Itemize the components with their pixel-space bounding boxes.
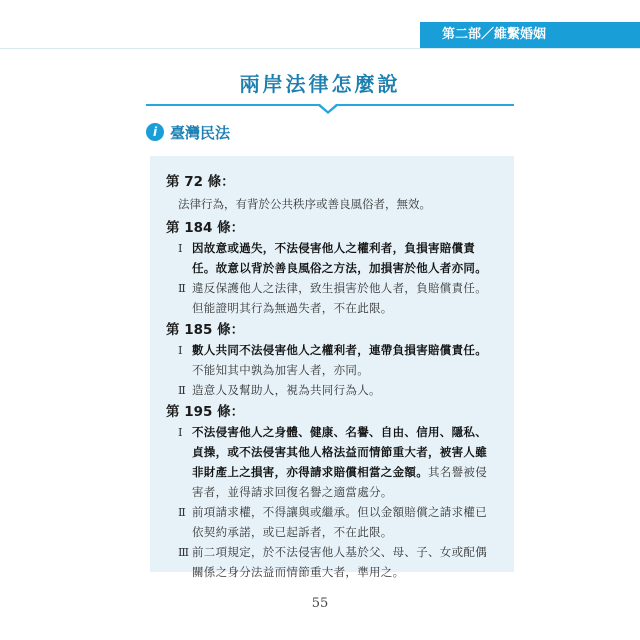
clause-text: 其名譽被侵害者，並得請求回復名譽之適當處分。 bbox=[192, 465, 487, 499]
header-divider bbox=[0, 48, 640, 49]
clause-number: Ⅱ bbox=[178, 281, 186, 295]
clause-bold-text: 不法侵害他人之身體、健康、名譽、自由、信用、隱私、貞操，或不法侵害其他人格法益而情節重大者，被害人雖非財產上之損害，亦得請求賠償相當之金額。 bbox=[192, 425, 487, 479]
clause-number: Ⅲ bbox=[178, 545, 190, 559]
clause-text: 前二項規定，於不法侵害他人基於父、母、子、女或配偶關係之身分法益而情節重大者，準用之。 bbox=[192, 545, 487, 579]
article-heading: 第 185 條： bbox=[166, 322, 245, 338]
title-underline-notch-inner bbox=[320, 104, 336, 111]
info-icon: i bbox=[146, 123, 164, 141]
clause-number: Ⅱ bbox=[178, 505, 186, 519]
article-heading: 第 195 條： bbox=[166, 404, 245, 420]
article-184 bbox=[166, 218, 498, 318]
clause-bold-text: 因故意或過失，不法侵害他人之權利者，負損害賠償責任。故意以背於善良風俗之方法，加損害於他人者亦同。 bbox=[192, 241, 487, 275]
clause bbox=[178, 340, 498, 380]
clause-text: 違反保護他人之法律，致生損害於他人者，負賠償責任。但能證明其行為無過失者，不在此限。 bbox=[192, 281, 487, 315]
clause-bold-text: 數人共同不法侵害他人之權利者，連帶負損害賠償責任。 bbox=[192, 343, 487, 357]
clause-text: 造意人及幫助人，視為共同行為人。 bbox=[192, 383, 381, 397]
page-title: 兩岸法律怎麼說 bbox=[239, 72, 401, 96]
clause bbox=[178, 422, 498, 502]
section-heading bbox=[146, 120, 230, 144]
clause-text: 前項請求權，不得讓與或繼承。但以金額賠償之請求權已依契約承諾，或已起訴者，不在此限。 bbox=[192, 505, 487, 539]
article-72 bbox=[166, 172, 498, 214]
clause-number: Ⅰ bbox=[178, 425, 183, 439]
article-heading: 第 184 條： bbox=[166, 220, 245, 236]
clause-number: Ⅰ bbox=[178, 241, 183, 255]
law-articles-box bbox=[150, 156, 514, 579]
clause bbox=[178, 380, 498, 400]
section-label: 臺灣民法 bbox=[170, 123, 231, 142]
clause-text: 不能知其中孰為加害人者，亦同。 bbox=[192, 363, 369, 377]
clause-number: Ⅰ bbox=[178, 343, 183, 357]
article-text: 法律行為，有背於公共秩序或善良風俗者，無效。 bbox=[178, 197, 431, 211]
article-185 bbox=[166, 320, 498, 400]
clause bbox=[178, 278, 498, 318]
clause bbox=[178, 502, 498, 542]
article-heading: 第 72 條： bbox=[166, 174, 235, 190]
page-number: 55 bbox=[311, 596, 329, 611]
clause-number: Ⅱ bbox=[178, 383, 186, 397]
clause bbox=[178, 238, 498, 278]
article-195 bbox=[166, 402, 498, 582]
part-header-tab: 第二部／維繫婚姻 bbox=[420, 22, 640, 48]
clause bbox=[178, 542, 498, 582]
